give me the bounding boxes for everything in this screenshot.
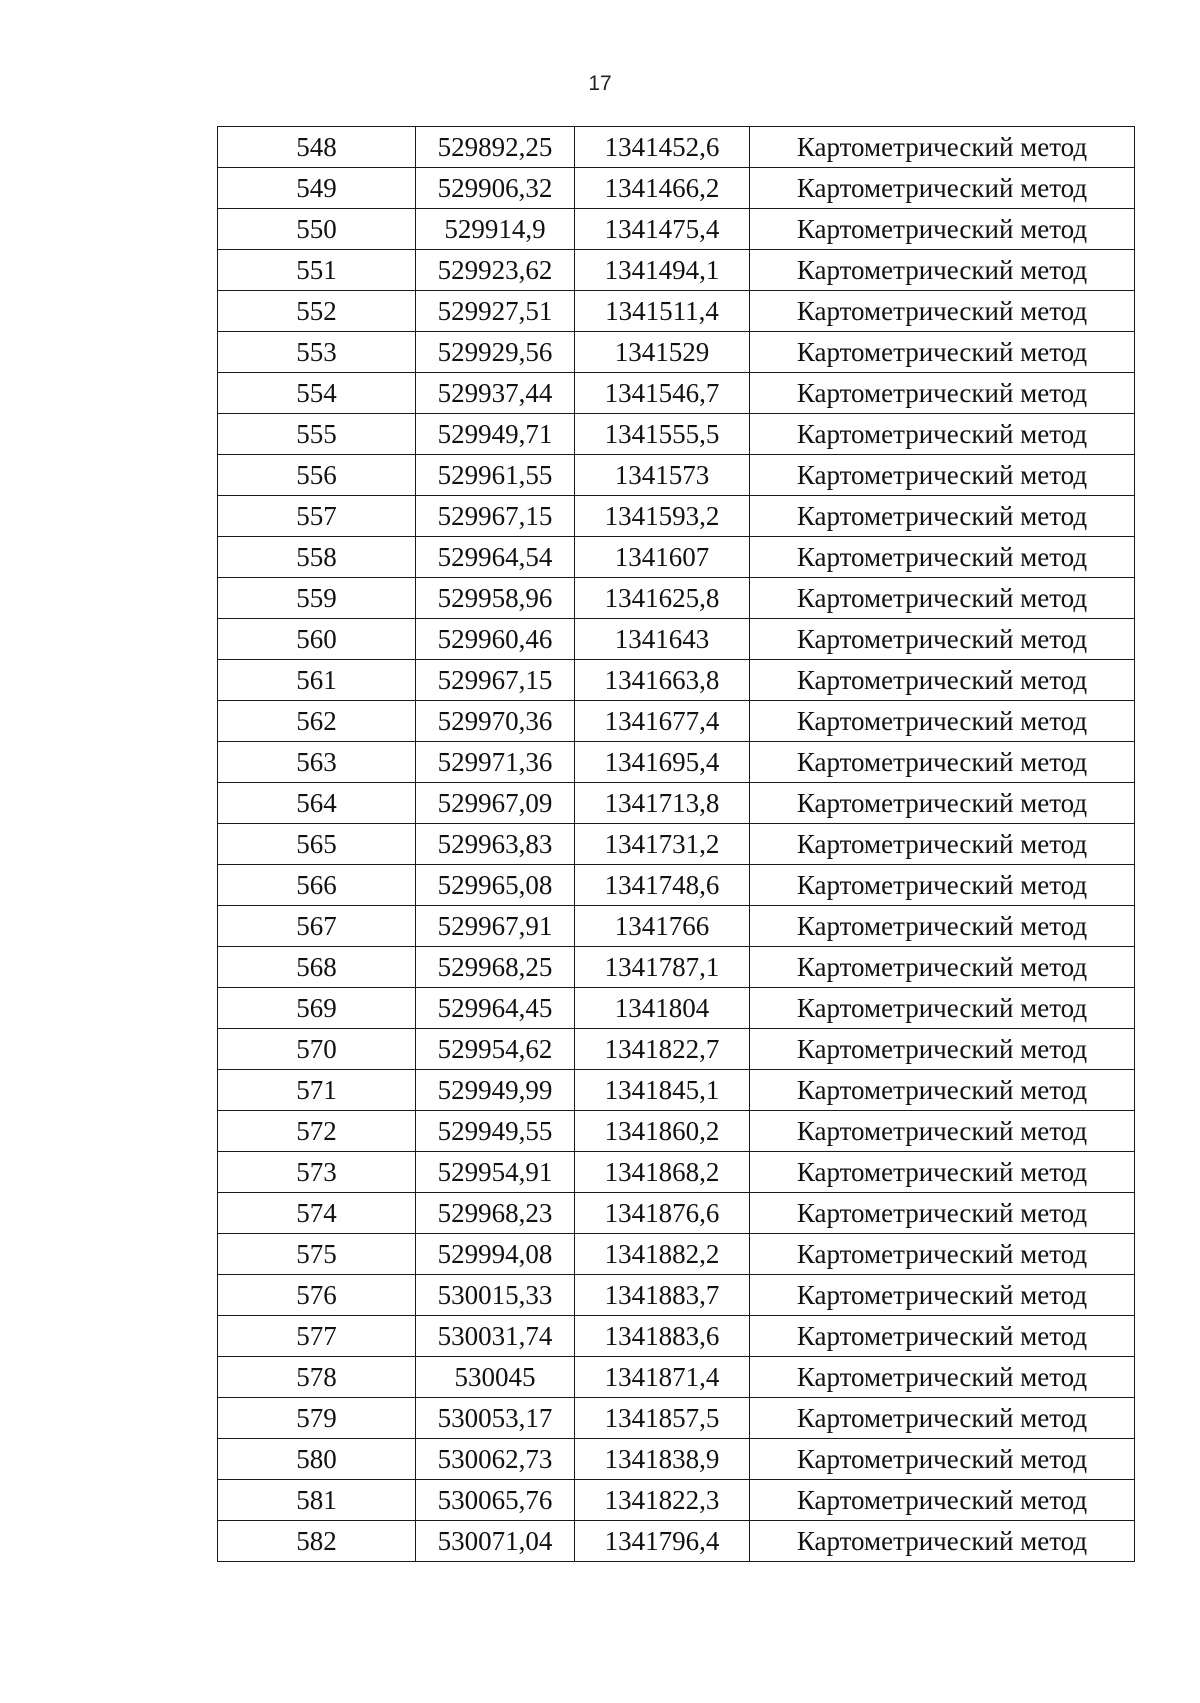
table-row xyxy=(218,578,1135,619)
method-cell: Картометрический метод xyxy=(750,332,1135,373)
method-cell: Картометрический метод xyxy=(750,619,1135,660)
page-number: 17 xyxy=(588,72,612,95)
method-cell: Картометрический метод xyxy=(750,701,1135,742)
method-cell: Картометрический метод xyxy=(750,947,1135,988)
y-coordinate-cell: 1341804 xyxy=(575,988,750,1029)
table-row xyxy=(218,1234,1135,1275)
table-row xyxy=(218,1439,1135,1480)
table-row xyxy=(218,1111,1135,1152)
method-cell: Картометрический метод xyxy=(750,660,1135,701)
y-coordinate-cell: 1341494,1 xyxy=(575,250,750,291)
table-row xyxy=(218,414,1135,455)
x-coordinate-cell: 529914,9 xyxy=(416,209,575,250)
point-number-cell: 567 xyxy=(218,906,416,947)
y-coordinate-cell: 1341677,4 xyxy=(575,701,750,742)
x-coordinate-cell: 529923,62 xyxy=(416,250,575,291)
table-row xyxy=(218,947,1135,988)
y-coordinate-cell: 1341857,5 xyxy=(575,1398,750,1439)
table-row xyxy=(218,1275,1135,1316)
x-coordinate-cell: 529964,54 xyxy=(416,537,575,578)
method-cell: Картометрический метод xyxy=(750,1398,1135,1439)
method-cell: Картометрический метод xyxy=(750,537,1135,578)
table-row xyxy=(218,1398,1135,1439)
x-coordinate-cell: 530062,73 xyxy=(416,1439,575,1480)
point-number-cell: 578 xyxy=(218,1357,416,1398)
y-coordinate-cell: 1341555,5 xyxy=(575,414,750,455)
x-coordinate-cell: 529958,96 xyxy=(416,578,575,619)
y-coordinate-cell: 1341766 xyxy=(575,906,750,947)
table-row xyxy=(218,496,1135,537)
y-coordinate-cell: 1341607 xyxy=(575,537,750,578)
x-coordinate-cell: 530015,33 xyxy=(416,1275,575,1316)
table-row xyxy=(218,701,1135,742)
point-number-cell: 561 xyxy=(218,660,416,701)
method-cell: Картометрический метод xyxy=(750,291,1135,332)
y-coordinate-cell: 1341643 xyxy=(575,619,750,660)
method-cell: Картометрический метод xyxy=(750,1357,1135,1398)
point-number-cell: 564 xyxy=(218,783,416,824)
table-row xyxy=(218,455,1135,496)
y-coordinate-cell: 1341838,9 xyxy=(575,1439,750,1480)
point-number-cell: 576 xyxy=(218,1275,416,1316)
x-coordinate-cell: 529937,44 xyxy=(416,373,575,414)
y-coordinate-cell: 1341787,1 xyxy=(575,947,750,988)
method-cell: Картометрический метод xyxy=(750,168,1135,209)
y-coordinate-cell: 1341883,7 xyxy=(575,1275,750,1316)
table-row xyxy=(218,988,1135,1029)
method-cell: Картометрический метод xyxy=(750,742,1135,783)
y-coordinate-cell: 1341466,2 xyxy=(575,168,750,209)
method-cell: Картометрический метод xyxy=(750,250,1135,291)
table-row xyxy=(218,824,1135,865)
table-row xyxy=(218,1152,1135,1193)
point-number-cell: 572 xyxy=(218,1111,416,1152)
point-number-cell: 571 xyxy=(218,1070,416,1111)
table-row xyxy=(218,127,1135,168)
y-coordinate-cell: 1341868,2 xyxy=(575,1152,750,1193)
method-cell: Картометрический метод xyxy=(750,1316,1135,1357)
method-cell: Картометрический метод xyxy=(750,578,1135,619)
method-cell: Картометрический метод xyxy=(750,414,1135,455)
method-cell: Картометрический метод xyxy=(750,865,1135,906)
y-coordinate-cell: 1341860,2 xyxy=(575,1111,750,1152)
y-coordinate-cell: 1341475,4 xyxy=(575,209,750,250)
point-number-cell: 573 xyxy=(218,1152,416,1193)
x-coordinate-cell: 529965,08 xyxy=(416,865,575,906)
method-cell: Картометрический метод xyxy=(750,1480,1135,1521)
table-row xyxy=(218,373,1135,414)
method-cell: Картометрический метод xyxy=(750,455,1135,496)
table-row xyxy=(218,1070,1135,1111)
method-cell: Картометрический метод xyxy=(750,1111,1135,1152)
y-coordinate-cell: 1341546,7 xyxy=(575,373,750,414)
point-number-cell: 568 xyxy=(218,947,416,988)
table-row xyxy=(218,1029,1135,1070)
point-number-cell: 563 xyxy=(218,742,416,783)
table-row xyxy=(218,865,1135,906)
method-cell: Картометрический метод xyxy=(750,127,1135,168)
table-row xyxy=(218,783,1135,824)
point-number-cell: 548 xyxy=(218,127,416,168)
x-coordinate-cell: 530053,17 xyxy=(416,1398,575,1439)
point-number-cell: 565 xyxy=(218,824,416,865)
x-coordinate-cell: 529954,62 xyxy=(416,1029,575,1070)
point-number-cell: 581 xyxy=(218,1480,416,1521)
y-coordinate-cell: 1341822,3 xyxy=(575,1480,750,1521)
y-coordinate-cell: 1341452,6 xyxy=(575,127,750,168)
method-cell: Картометрический метод xyxy=(750,1029,1135,1070)
x-coordinate-cell: 529963,83 xyxy=(416,824,575,865)
point-number-cell: 555 xyxy=(218,414,416,455)
method-cell: Картометрический метод xyxy=(750,1521,1135,1562)
method-cell: Картометрический метод xyxy=(750,1275,1135,1316)
x-coordinate-cell: 529967,15 xyxy=(416,660,575,701)
y-coordinate-cell: 1341529 xyxy=(575,332,750,373)
method-cell: Картометрический метод xyxy=(750,824,1135,865)
point-number-cell: 570 xyxy=(218,1029,416,1070)
point-number-cell: 554 xyxy=(218,373,416,414)
point-number-cell: 562 xyxy=(218,701,416,742)
method-cell: Картометрический метод xyxy=(750,1439,1135,1480)
table-row xyxy=(218,332,1135,373)
y-coordinate-cell: 1341882,2 xyxy=(575,1234,750,1275)
point-number-cell: 569 xyxy=(218,988,416,1029)
point-number-cell: 556 xyxy=(218,455,416,496)
y-coordinate-cell: 1341822,7 xyxy=(575,1029,750,1070)
y-coordinate-cell: 1341871,4 xyxy=(575,1357,750,1398)
x-coordinate-cell: 529906,32 xyxy=(416,168,575,209)
y-coordinate-cell: 1341876,6 xyxy=(575,1193,750,1234)
y-coordinate-cell: 1341713,8 xyxy=(575,783,750,824)
x-coordinate-cell: 529949,71 xyxy=(416,414,575,455)
point-number-cell: 579 xyxy=(218,1398,416,1439)
point-number-cell: 577 xyxy=(218,1316,416,1357)
method-cell: Картометрический метод xyxy=(750,988,1135,1029)
x-coordinate-cell: 529968,25 xyxy=(416,947,575,988)
x-coordinate-cell: 530031,74 xyxy=(416,1316,575,1357)
method-cell: Картометрический метод xyxy=(750,373,1135,414)
x-coordinate-cell: 529967,91 xyxy=(416,906,575,947)
point-number-cell: 553 xyxy=(218,332,416,373)
x-coordinate-cell: 529971,36 xyxy=(416,742,575,783)
y-coordinate-cell: 1341796,4 xyxy=(575,1521,750,1562)
table-row xyxy=(218,742,1135,783)
table-row xyxy=(218,660,1135,701)
point-number-cell: 566 xyxy=(218,865,416,906)
method-cell: Картометрический метод xyxy=(750,496,1135,537)
point-number-cell: 551 xyxy=(218,250,416,291)
point-number-cell: 557 xyxy=(218,496,416,537)
y-coordinate-cell: 1341845,1 xyxy=(575,1070,750,1111)
method-cell: Картометрический метод xyxy=(750,906,1135,947)
x-coordinate-cell: 529929,56 xyxy=(416,332,575,373)
y-coordinate-cell: 1341663,8 xyxy=(575,660,750,701)
method-cell: Картометрический метод xyxy=(750,1234,1135,1275)
table-row xyxy=(218,906,1135,947)
x-coordinate-cell: 529949,99 xyxy=(416,1070,575,1111)
x-coordinate-cell: 530045 xyxy=(416,1357,575,1398)
x-coordinate-cell: 529970,36 xyxy=(416,701,575,742)
y-coordinate-cell: 1341511,4 xyxy=(575,291,750,332)
table-row xyxy=(218,1357,1135,1398)
table-row xyxy=(218,209,1135,250)
table-row xyxy=(218,537,1135,578)
y-coordinate-cell: 1341625,8 xyxy=(575,578,750,619)
coordinates-table xyxy=(217,126,1135,1562)
point-number-cell: 580 xyxy=(218,1439,416,1480)
table-row xyxy=(218,250,1135,291)
method-cell: Картометрический метод xyxy=(750,1152,1135,1193)
y-coordinate-cell: 1341731,2 xyxy=(575,824,750,865)
x-coordinate-cell: 529964,45 xyxy=(416,988,575,1029)
x-coordinate-cell: 529954,91 xyxy=(416,1152,575,1193)
table-row xyxy=(218,168,1135,209)
table-row xyxy=(218,619,1135,660)
x-coordinate-cell: 529967,15 xyxy=(416,496,575,537)
point-number-cell: 550 xyxy=(218,209,416,250)
point-number-cell: 558 xyxy=(218,537,416,578)
method-cell: Картометрический метод xyxy=(750,783,1135,824)
point-number-cell: 559 xyxy=(218,578,416,619)
table-row xyxy=(218,1193,1135,1234)
point-number-cell: 574 xyxy=(218,1193,416,1234)
table-row xyxy=(218,1521,1135,1562)
method-cell: Картометрический метод xyxy=(750,209,1135,250)
y-coordinate-cell: 1341593,2 xyxy=(575,496,750,537)
method-cell: Картометрический метод xyxy=(750,1193,1135,1234)
y-coordinate-cell: 1341748,6 xyxy=(575,865,750,906)
y-coordinate-cell: 1341695,4 xyxy=(575,742,750,783)
x-coordinate-cell: 529960,46 xyxy=(416,619,575,660)
x-coordinate-cell: 529968,23 xyxy=(416,1193,575,1234)
point-number-cell: 582 xyxy=(218,1521,416,1562)
y-coordinate-cell: 1341883,6 xyxy=(575,1316,750,1357)
x-coordinate-cell: 529949,55 xyxy=(416,1111,575,1152)
x-coordinate-cell: 529967,09 xyxy=(416,783,575,824)
x-coordinate-cell: 529927,51 xyxy=(416,291,575,332)
x-coordinate-cell: 529994,08 xyxy=(416,1234,575,1275)
table-row xyxy=(218,1316,1135,1357)
point-number-cell: 552 xyxy=(218,291,416,332)
x-coordinate-cell: 530065,76 xyxy=(416,1480,575,1521)
table-row xyxy=(218,291,1135,332)
point-number-cell: 549 xyxy=(218,168,416,209)
x-coordinate-cell: 530071,04 xyxy=(416,1521,575,1562)
x-coordinate-cell: 529961,55 xyxy=(416,455,575,496)
point-number-cell: 575 xyxy=(218,1234,416,1275)
y-coordinate-cell: 1341573 xyxy=(575,455,750,496)
method-cell: Картометрический метод xyxy=(750,1070,1135,1111)
table-row xyxy=(218,1480,1135,1521)
point-number-cell: 560 xyxy=(218,619,416,660)
coordinates-table-body xyxy=(218,127,1135,1562)
x-coordinate-cell: 529892,25 xyxy=(416,127,575,168)
